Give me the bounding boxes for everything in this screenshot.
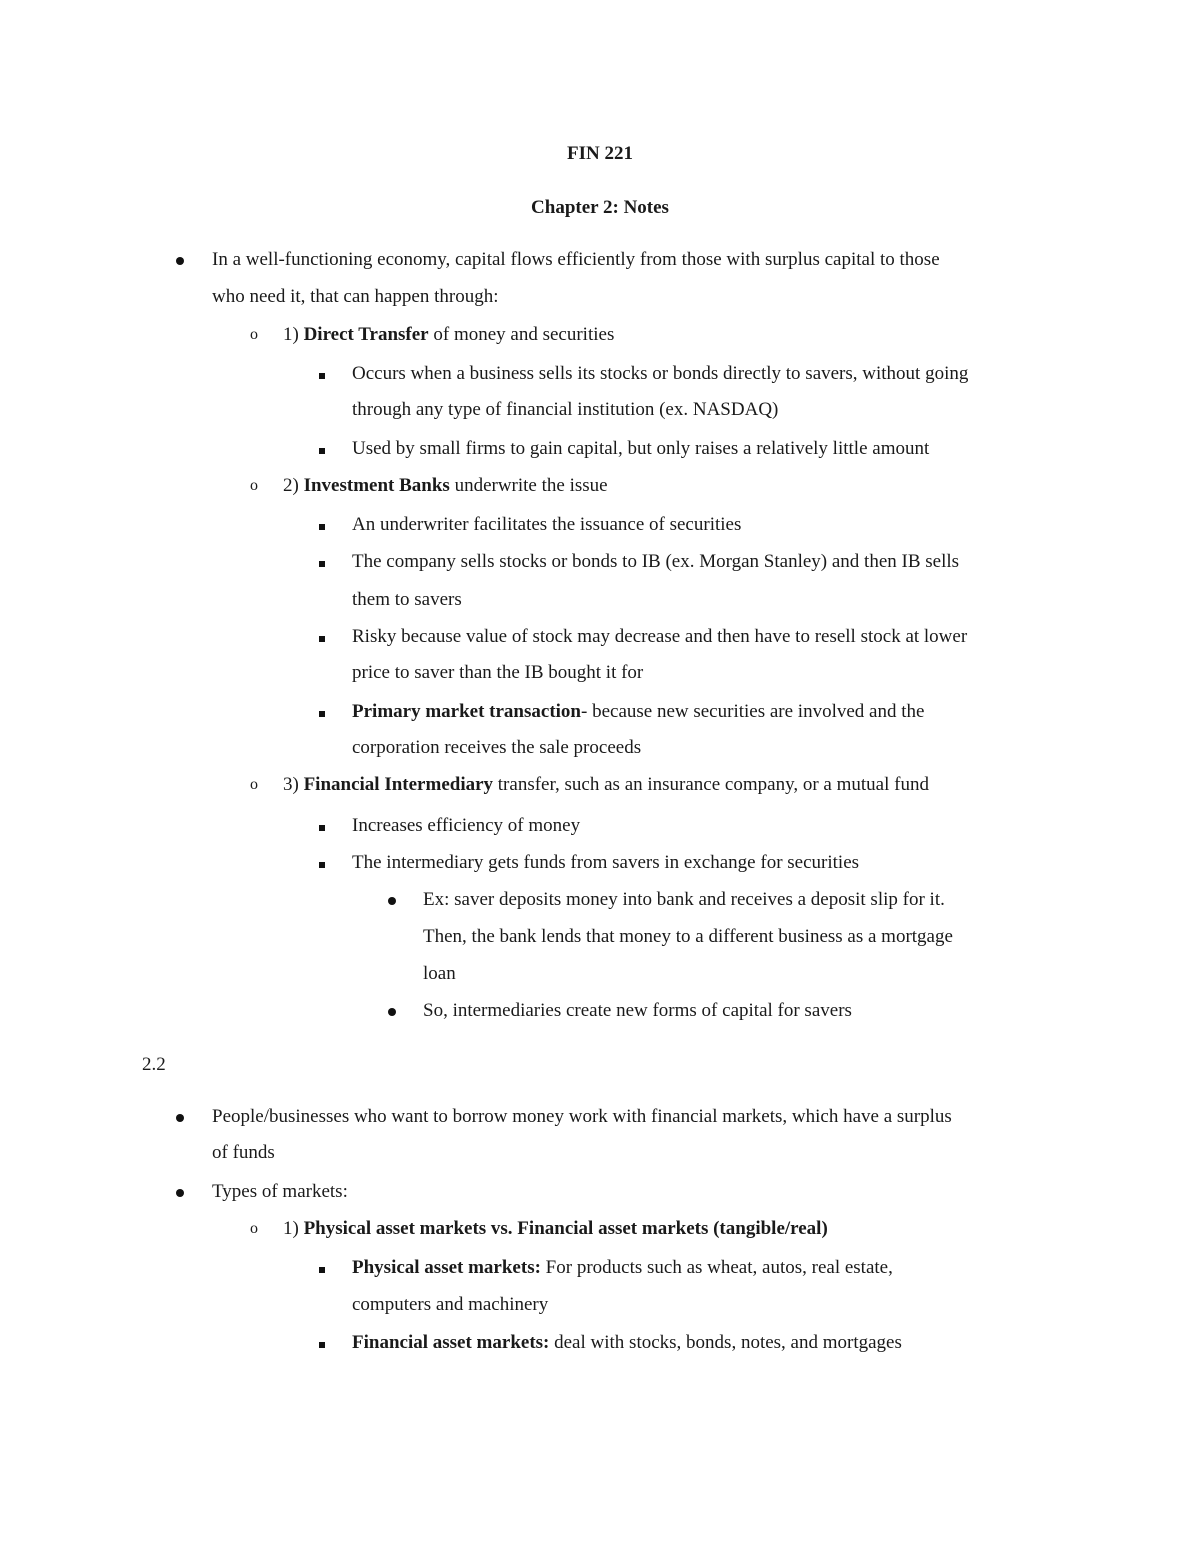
bullet-square-icon	[314, 815, 330, 837]
list-item-direct-transfer	[283, 324, 614, 346]
subitem-text: price to saver than the IB bought it for	[352, 662, 644, 683]
item-number: 1)	[283, 1218, 304, 1239]
bullet-square-icon	[314, 438, 330, 460]
course-title: FIN 221	[567, 143, 633, 164]
bullet-dot-icon	[172, 249, 188, 271]
item-number: 1)	[283, 324, 304, 345]
subitem-text: The company sells stocks or bonds to IB (ex. Morgan Stanley) and then IB sells	[352, 551, 960, 572]
term-financial-asset: Financial asset markets:	[352, 1332, 550, 1353]
subitem-text: An underwriter facilitates the issuance of securities	[352, 514, 742, 535]
subitem-text: corporation receives the sale proceeds	[352, 737, 642, 758]
example-text: Then, the bank lends that money to a different business as a mortgage	[423, 926, 953, 947]
bullet-dot-icon	[172, 1106, 188, 1128]
subitem-text: deal with stocks, bonds, notes, and mortgages	[549, 1332, 902, 1353]
term-financial-intermediary: Financial Intermediary	[303, 774, 494, 795]
subitem-text: Increases efficiency of money	[352, 815, 581, 836]
paragraph-text: of funds	[212, 1142, 275, 1163]
bullet-square-icon	[314, 1257, 330, 1279]
item-description: underwrite the issue	[449, 475, 608, 496]
paragraph-text: People/businesses who want to borrow money work with financial markets, which have a surplus	[212, 1106, 952, 1127]
subitem-text: For products such as wheat, autos, real estate,	[540, 1257, 893, 1278]
item-description: transfer, such as an insurance company, or a mutual fund	[493, 774, 929, 795]
term-physical-asset: Physical asset markets:	[352, 1257, 541, 1278]
example-text: Ex: saver deposits money into bank and receives a deposit slip for it.	[423, 889, 945, 910]
bullet-square-icon	[314, 701, 330, 723]
example-text: loan	[423, 963, 456, 984]
bullet-square-icon	[314, 626, 330, 648]
term-market-types: Physical asset markets vs. Financial asset markets (tangible/real)	[303, 1218, 828, 1239]
list-item-financial-intermediary	[283, 774, 929, 796]
paragraph-text: Types of markets:	[212, 1181, 348, 1202]
term-direct-transfer: Direct Transfer	[303, 324, 429, 345]
item-number: 2)	[283, 475, 304, 496]
intro-text-line2: who need it, that can happen through:	[212, 286, 499, 307]
bullet-dot-icon	[384, 1000, 400, 1022]
term-investment-banks: Investment Banks	[303, 475, 450, 496]
list-item-investment-banks	[283, 475, 608, 497]
subitem-text: them to savers	[352, 589, 462, 610]
bullet-circle-icon: o	[250, 477, 258, 494]
bullet-circle-icon: o	[250, 326, 258, 343]
subitem-text: Used by small firms to gain capital, but only raises a relatively little amount	[352, 438, 930, 459]
subitem-text: computers and machinery	[352, 1294, 549, 1315]
bullet-square-icon	[314, 514, 330, 536]
subitem-physical-asset	[352, 1257, 893, 1279]
item-number: 3)	[283, 774, 304, 795]
section-heading: 2.2	[142, 1054, 166, 1075]
list-item-market-types	[283, 1218, 828, 1240]
intro-text-line1: In a well-functioning economy, capital flows efficiently from those with surplus capital to those	[212, 249, 940, 270]
subitem-text: Risky because value of stock may decrease and then have to resell stock at lower	[352, 626, 968, 647]
bullet-square-icon	[314, 363, 330, 385]
bullet-square-icon	[314, 551, 330, 573]
subitem-primary-market	[352, 701, 924, 723]
bullet-square-icon	[314, 1332, 330, 1354]
subitem-text: The intermediary gets funds from savers in exchange for securities	[352, 852, 860, 873]
subitem-financial-asset	[352, 1332, 902, 1354]
subitem-text: - because new securities are involved and the	[581, 701, 925, 722]
bullet-circle-icon: o	[250, 1220, 258, 1237]
subitem-text: through any type of financial institution (ex. NASDAQ)	[352, 399, 779, 420]
bullet-dot-icon	[172, 1181, 188, 1203]
subitem-text: Occurs when a business sells its stocks or bonds directly to savers, without going	[352, 363, 969, 384]
term-primary-market: Primary market transaction	[352, 701, 581, 722]
example-text: So, intermediaries create new forms of capital for savers	[423, 1000, 852, 1021]
bullet-circle-icon: o	[250, 776, 258, 793]
chapter-title: Chapter 2: Notes	[531, 197, 669, 218]
bullet-square-icon	[314, 852, 330, 874]
item-description: of money and securities	[428, 324, 615, 345]
bullet-dot-icon	[384, 889, 400, 911]
